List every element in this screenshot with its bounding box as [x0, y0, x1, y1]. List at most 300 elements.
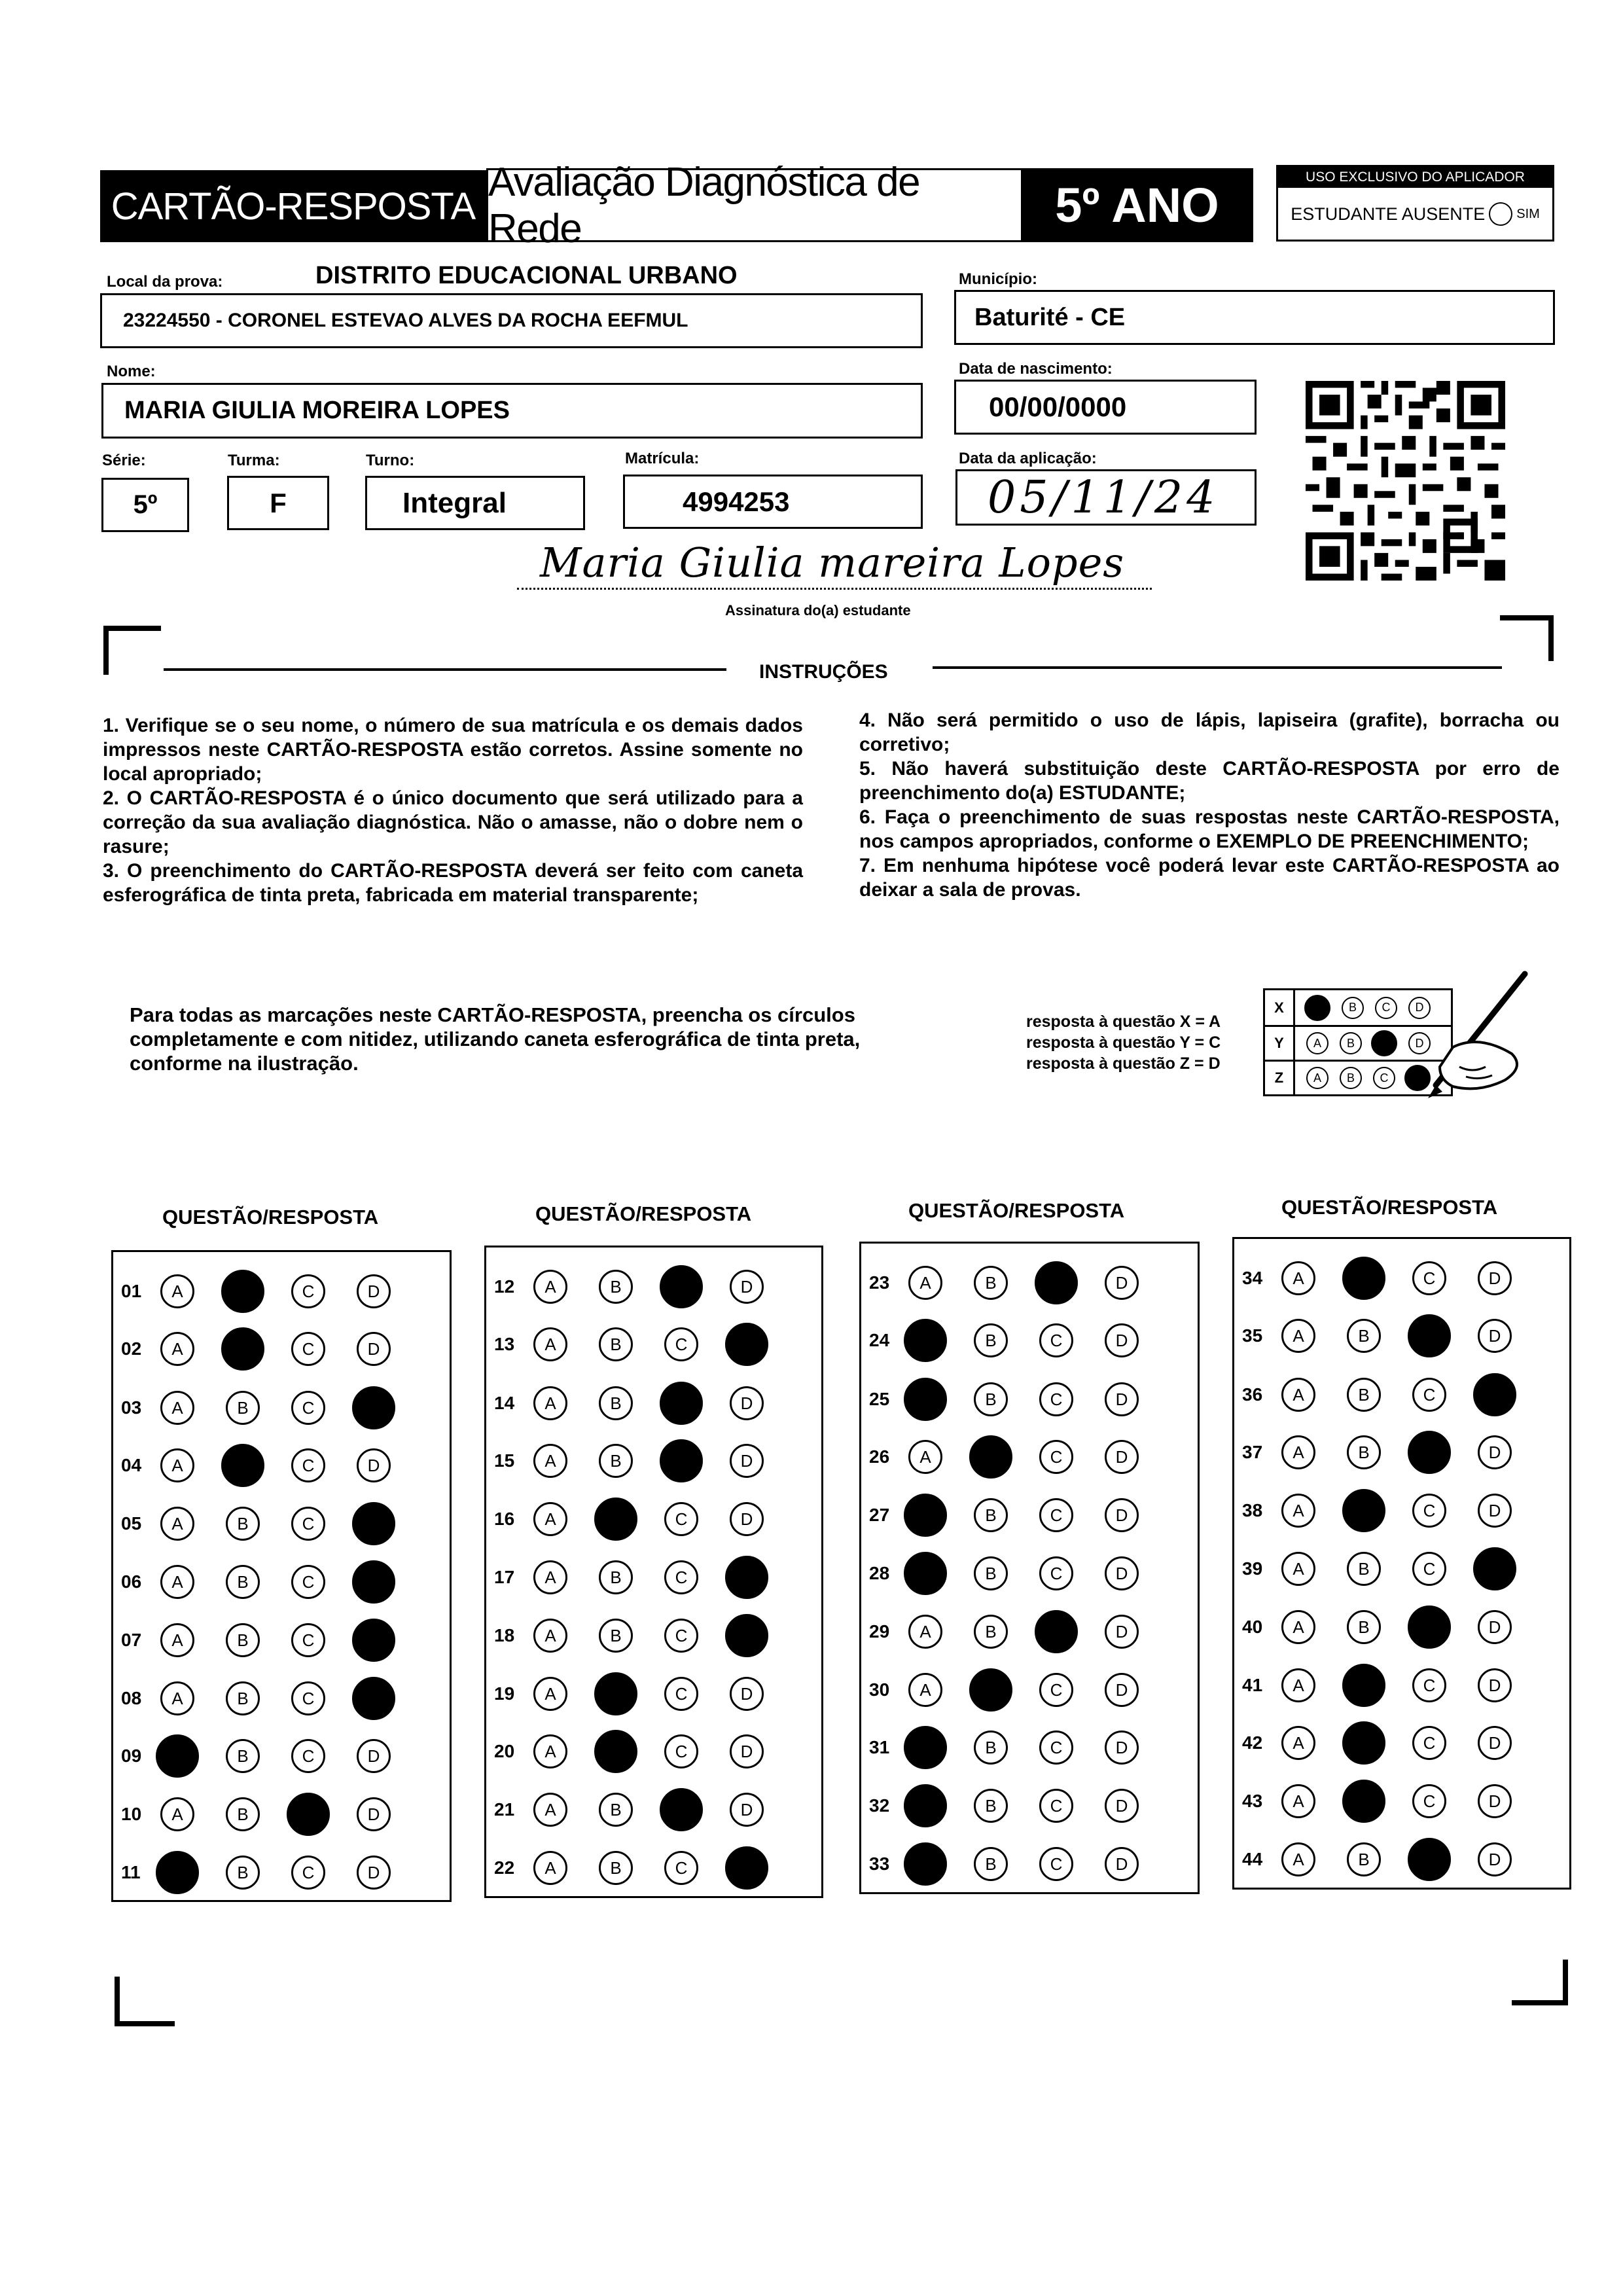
answer-bubble-b[interactable]: B [599, 1793, 633, 1827]
answer-bubble-d[interactable] [1473, 1373, 1516, 1416]
question-number: 18 [494, 1625, 515, 1645]
answer-bubble-b[interactable]: B [974, 1382, 1008, 1416]
answer-bubble-d[interactable] [352, 1619, 395, 1662]
answer-bubble-a[interactable]: A [1281, 1610, 1315, 1644]
answer-bubble-b[interactable]: B [226, 1623, 260, 1657]
answer-bubble-b[interactable]: B [226, 1681, 260, 1715]
example-bubble-a [1304, 995, 1330, 1021]
answer-bubble-a[interactable] [156, 1734, 199, 1778]
answer-bubble-d[interactable]: D [357, 1739, 391, 1773]
answer-bubble-b[interactable]: B [974, 1847, 1008, 1881]
answer-bubble-a[interactable]: A [908, 1266, 942, 1300]
answer-bubble-c[interactable]: C [291, 1274, 325, 1308]
answer-bubble-b[interactable]: B [226, 1391, 260, 1425]
answer-bubble-d[interactable]: D [1105, 1673, 1139, 1707]
answer-bubble-d[interactable]: D [730, 1386, 764, 1420]
answer-bubble-a[interactable]: A [908, 1440, 942, 1474]
example-bubble-d: D [1408, 1032, 1431, 1054]
question-number: 02 [121, 1338, 142, 1359]
answer-bubble-d[interactable]: D [730, 1502, 764, 1536]
example-bubble-c: C [1375, 997, 1397, 1019]
answer-bubble-c[interactable]: C [664, 1734, 698, 1768]
answer-bubble-b[interactable]: B [1347, 1435, 1381, 1469]
question-number: 23 [869, 1272, 890, 1293]
answer-bubble-d[interactable]: D [1105, 1556, 1139, 1590]
answer-bubble-a[interactable]: A [1281, 1261, 1315, 1295]
answer-bubble-b[interactable] [969, 1668, 1012, 1712]
answer-row [1234, 1313, 1543, 1359]
question-number: 08 [121, 1688, 142, 1708]
answer-bubble-c[interactable] [660, 1382, 703, 1425]
answer-row [113, 1676, 422, 1721]
answer-bubble-c[interactable] [1035, 1610, 1078, 1653]
grade-title: 5º ANO [1021, 168, 1253, 242]
answer-row [861, 1667, 1170, 1713]
aplicador-box [1276, 165, 1554, 242]
answer-bubble-b[interactable] [1342, 1780, 1385, 1823]
answer-bubble-b[interactable]: B [599, 1851, 633, 1885]
question-number: 15 [494, 1450, 515, 1471]
answer-bubble-c[interactable] [1408, 1314, 1451, 1357]
answer-bubble-d[interactable] [725, 1323, 768, 1366]
answer-bubble-d[interactable]: D [1105, 1323, 1139, 1357]
answer-bubble-c[interactable]: C [664, 1560, 698, 1594]
answer-bubble-c[interactable]: C [1412, 1378, 1446, 1412]
fill-note: Para todas as marcações neste CARTÃO-RESPOSTA, preencha os círculos completamente e com nitidez, utilizando caneta esferográfica de tinta preta, conforme na ilustração. [130, 1003, 861, 1075]
answer-row [486, 1554, 795, 1600]
municipio-field: Baturité - CE [954, 290, 1555, 345]
corner-top-left-h [103, 626, 161, 631]
question-number: 35 [1242, 1325, 1263, 1346]
answer-bubble-a[interactable]: A [160, 1448, 194, 1482]
answer-bubble-c[interactable] [287, 1793, 330, 1836]
nascimento-field: 00/00/0000 [954, 380, 1257, 435]
question-number: 30 [869, 1679, 890, 1700]
answer-bubble-d[interactable]: D [1105, 1847, 1139, 1881]
example-bubble-b: B [1342, 997, 1364, 1019]
instruction-2: 2. O CARTÃO-RESPOSTA é o único documento que será utilizado para a correção da sua avaliação diagnóstica. Não o amasse, não o dobre nem o rasure; [103, 787, 803, 857]
example-question-label: Z [1265, 1062, 1295, 1094]
card-title: CARTÃO-RESPOSTA [100, 170, 486, 242]
answer-bubble-c[interactable]: C [1039, 1556, 1073, 1590]
answer-bubble-d[interactable]: D [1478, 1784, 1512, 1818]
answer-bubble-d[interactable]: D [1105, 1789, 1139, 1823]
answer-bubble-c[interactable]: C [1039, 1789, 1073, 1823]
instruction-4: 4. Não será permitido o uso de lápis, lapiseira (grafite), borracha ou corretivo; [859, 709, 1560, 755]
answer-bubble-d[interactable] [352, 1502, 395, 1545]
answer-bubble-d[interactable] [352, 1677, 395, 1720]
instruction-5: 5. Não haverá substituição deste CARTÃO-RESPOSTA por erro de preenchimento do(a) ESTUDANTE; [859, 758, 1560, 804]
answer-row [1234, 1372, 1543, 1418]
answer-bubble-b[interactable]: B [226, 1739, 260, 1773]
question-number: 27 [869, 1505, 890, 1525]
answer-bubble-c[interactable]: C [664, 1677, 698, 1711]
answer-bubble-d[interactable]: D [1105, 1266, 1139, 1300]
answer-bubble-b[interactable] [594, 1730, 637, 1773]
question-number: 34 [1242, 1268, 1263, 1288]
instruction-6: 6. Faça o preenchimento de suas respostas neste CARTÃO-RESPOSTA, nos campos apropriados, conforme o EXEMPLO DE PREENCHIMENTO; [859, 806, 1560, 852]
answer-bubble-d[interactable]: D [1478, 1610, 1512, 1644]
answer-bubble-b[interactable]: B [1347, 1842, 1381, 1876]
answer-bubble-c[interactable]: C [291, 1332, 325, 1366]
municipio-label: Município: [959, 270, 1037, 288]
answer-bubble-a[interactable]: A [160, 1681, 194, 1715]
question-number: 11 [121, 1862, 141, 1882]
matricula-field: 4994253 [623, 475, 923, 529]
example-bubble-a: A [1306, 1032, 1329, 1054]
answer-bubble-a[interactable]: A [160, 1797, 194, 1831]
question-number: 14 [494, 1393, 515, 1413]
answer-bubble-c[interactable]: C [1412, 1494, 1446, 1528]
answer-bubble-b[interactable]: B [1347, 1552, 1381, 1586]
turma-field: F [227, 476, 329, 530]
answer-bubble-a[interactable]: A [533, 1502, 567, 1536]
question-number: 16 [494, 1509, 515, 1529]
answer-column-heading: QUESTÃO/RESPOSTA [1281, 1196, 1498, 1219]
answer-bubble-b[interactable]: B [226, 1797, 260, 1831]
answer-bubble-a[interactable] [904, 1842, 947, 1886]
answer-bubble-a[interactable]: A [1281, 1668, 1315, 1702]
answer-row [1234, 1546, 1543, 1592]
answer-bubble-a[interactable]: A [533, 1386, 567, 1420]
answer-bubble-d[interactable]: D [1478, 1726, 1512, 1760]
corner-top-left [103, 626, 109, 675]
answer-bubble-b[interactable] [221, 1444, 264, 1487]
pen-hand-illustration [1414, 969, 1531, 1106]
answer-row [861, 1260, 1170, 1306]
answer-bubble-c[interactable] [660, 1788, 703, 1831]
answer-bubble-d[interactable] [352, 1560, 395, 1604]
answer-bubble-b[interactable]: B [599, 1386, 633, 1420]
answer-bubble-a[interactable]: A [160, 1391, 194, 1425]
answer-bubble-d[interactable]: D [357, 1856, 391, 1890]
matricula-label: Matrícula: [625, 450, 700, 467]
answer-bubble-c[interactable]: C [291, 1739, 325, 1773]
question-number: 43 [1242, 1791, 1263, 1811]
answer-bubble-c[interactable] [1408, 1431, 1451, 1474]
answer-bubble-b[interactable]: B [599, 1270, 633, 1304]
answer-bubble-b[interactable]: B [226, 1565, 260, 1599]
example-question-label: X [1265, 990, 1295, 1025]
corner-bottom-left-h [115, 2021, 175, 2026]
answer-bubble-d[interactable]: D [730, 1270, 764, 1304]
question-number: 03 [121, 1397, 142, 1418]
answer-bubble-a[interactable]: A [533, 1560, 567, 1594]
example-legend [1026, 1011, 1221, 1074]
answer-bubble-d[interactable]: D [1478, 1494, 1512, 1528]
nome-label: Nome: [107, 363, 156, 380]
answer-bubble-a[interactable]: A [1281, 1784, 1315, 1818]
answer-bubble-c[interactable]: C [1412, 1552, 1446, 1586]
answer-bubble-b[interactable]: B [226, 1856, 260, 1890]
answer-bubble-c[interactable]: C [664, 1619, 698, 1653]
answer-bubble-c[interactable] [660, 1439, 703, 1482]
answer-row [486, 1787, 795, 1833]
answer-bubble-a[interactable] [156, 1851, 199, 1894]
answer-bubble-c[interactable]: C [1039, 1673, 1073, 1707]
answer-bubble-c[interactable]: C [291, 1448, 325, 1482]
answer-row [486, 1613, 795, 1659]
instr-line-right [933, 666, 1502, 669]
answer-bubble-c[interactable]: C [1412, 1784, 1446, 1818]
question-number: 10 [121, 1804, 142, 1824]
answer-bubble-c[interactable] [1408, 1838, 1451, 1881]
answer-bubble-d[interactable] [725, 1614, 768, 1657]
answer-column-heading: QUESTÃO/RESPOSTA [535, 1202, 752, 1225]
answer-bubble-a[interactable]: A [533, 1444, 567, 1478]
corner-bottom-right [1563, 1960, 1568, 2005]
answer-bubble-a[interactable] [904, 1552, 947, 1595]
answer-bubble-d[interactable]: D [730, 1793, 764, 1827]
answer-row [486, 1264, 795, 1310]
answer-bubble-d[interactable]: D [1478, 1435, 1512, 1469]
answer-bubble-a[interactable]: A [1281, 1552, 1315, 1586]
answer-bubble-c[interactable]: C [1039, 1731, 1073, 1765]
answer-bubble-c[interactable]: C [1039, 1382, 1073, 1416]
answer-bubble-a[interactable] [904, 1378, 947, 1421]
question-number: 24 [869, 1330, 890, 1350]
question-number: 39 [1242, 1558, 1263, 1579]
example-bubble-c [1371, 1030, 1397, 1056]
example-line-z: resposta à questão Z = D [1026, 1054, 1221, 1073]
answer-bubble-c[interactable] [1408, 1605, 1451, 1649]
answer-bubble-b[interactable] [1342, 1721, 1385, 1765]
answer-bubble-b[interactable]: B [599, 1327, 633, 1361]
answer-bubble-b[interactable] [969, 1435, 1012, 1479]
question-number: 04 [121, 1455, 142, 1475]
answer-bubble-b[interactable]: B [974, 1556, 1008, 1590]
question-number: 38 [1242, 1500, 1263, 1520]
instruction-3: 3. O preenchimento do CARTÃO-RESPOSTA deverá ser feito com caneta esferográfica de tinta preta, fabricada em material transparente; [103, 860, 803, 906]
answer-bubble-d[interactable]: D [1105, 1498, 1139, 1532]
answer-bubble-a[interactable]: A [908, 1673, 942, 1707]
answer-row [861, 1434, 1170, 1480]
answer-bubble-c[interactable]: C [1039, 1498, 1073, 1532]
answer-bubble-d[interactable]: D [357, 1797, 391, 1831]
answer-bubble-d[interactable]: D [357, 1274, 391, 1308]
answer-bubble-b[interactable]: B [599, 1444, 633, 1478]
answer-bubble-c[interactable] [1035, 1261, 1078, 1304]
exam-title: Avaliação Diagnóstica de Rede [486, 168, 1023, 242]
answer-column-heading: QUESTÃO/RESPOSTA [162, 1206, 379, 1229]
example-bubble-b: B [1340, 1032, 1362, 1054]
answer-bubble-d[interactable]: D [730, 1677, 764, 1711]
answer-bubble-c[interactable]: C [291, 1507, 325, 1541]
answer-bubble-a[interactable]: A [1281, 1319, 1315, 1353]
answer-bubble-a[interactable]: A [533, 1734, 567, 1768]
answer-row [861, 1492, 1170, 1538]
answer-bubble-a[interactable]: A [533, 1619, 567, 1653]
answer-bubble-b[interactable]: B [974, 1498, 1008, 1532]
answer-row [113, 1733, 422, 1779]
answer-bubble-d[interactable]: D [1478, 1842, 1512, 1876]
answer-bubble-b[interactable]: B [1347, 1378, 1381, 1412]
question-number: 05 [121, 1513, 142, 1534]
local-value: DISTRITO EDUCACIONAL URBANO [315, 262, 738, 289]
answer-bubble-a[interactable]: A [533, 1793, 567, 1827]
answer-bubble-c[interactable]: C [1412, 1668, 1446, 1702]
answer-row [1234, 1837, 1543, 1882]
answer-bubble-b[interactable]: B [1347, 1319, 1381, 1353]
instruction-7: 7. Em nenhuma hipótese você poderá levar este CARTÃO-RESPOSTA ao deixar a sala de provas. [859, 855, 1560, 901]
ausente-label: ESTUDANTE AUSENTE [1291, 204, 1486, 224]
answer-bubble-a[interactable]: A [1281, 1435, 1315, 1469]
answer-bubble-c[interactable]: C [1039, 1323, 1073, 1357]
answer-bubble-a[interactable] [904, 1319, 947, 1362]
answer-column-1 [111, 1250, 452, 1902]
ausente-bubble[interactable] [1489, 202, 1512, 226]
answer-bubble-d[interactable]: D [1478, 1668, 1512, 1702]
answer-bubble-d[interactable]: D [357, 1448, 391, 1482]
example-bubble-d: D [1408, 997, 1431, 1019]
answer-bubble-b[interactable]: B [974, 1323, 1008, 1357]
answer-bubble-b[interactable] [1342, 1489, 1385, 1532]
answer-bubble-a[interactable]: A [1281, 1726, 1315, 1760]
corner-top-right [1548, 615, 1554, 661]
answer-row [861, 1725, 1170, 1770]
question-number: 28 [869, 1563, 890, 1583]
answer-bubble-c[interactable]: C [664, 1502, 698, 1536]
answer-bubble-d[interactable]: D [357, 1332, 391, 1366]
question-number: 37 [1242, 1442, 1263, 1462]
instr-line-left [164, 668, 726, 671]
local-label: Local da prova: [107, 273, 223, 291]
answer-row [113, 1326, 422, 1372]
answer-bubble-c[interactable]: C [291, 1623, 325, 1657]
answer-bubble-b[interactable] [221, 1270, 264, 1313]
instructions-title: INSTRUÇÕES [759, 661, 888, 683]
answer-bubble-d[interactable]: D [1105, 1731, 1139, 1765]
question-number: 41 [1242, 1675, 1263, 1695]
answer-bubble-c[interactable]: C [1039, 1847, 1073, 1881]
answer-bubble-d[interactable] [1473, 1547, 1516, 1590]
answer-row [113, 1559, 422, 1605]
question-number: 06 [121, 1571, 142, 1592]
example-bubble-c: C [1373, 1067, 1395, 1089]
answer-bubble-c[interactable]: C [291, 1856, 325, 1890]
answer-row [486, 1321, 795, 1367]
answer-bubble-a[interactable]: A [160, 1274, 194, 1308]
answer-bubble-a[interactable] [904, 1784, 947, 1827]
instruction-1: 1. Verifique se o seu nome, o número de sua matrícula e os demais dados impressos neste CARTÃO-RESPOSTA estão corretos. Assine somente no local apropriado; [103, 715, 803, 785]
answer-bubble-b[interactable]: B [974, 1266, 1008, 1300]
answer-bubble-d[interactable]: D [730, 1444, 764, 1478]
answer-bubble-d[interactable]: D [730, 1734, 764, 1768]
corner-bottom-left [115, 1977, 120, 2026]
answer-bubble-a[interactable]: A [533, 1270, 567, 1304]
answer-row [1234, 1604, 1543, 1650]
answer-bubble-b[interactable] [1342, 1257, 1385, 1300]
turno-field: Integral [365, 476, 585, 530]
answer-row [1234, 1488, 1543, 1534]
aplicacao-field: 05/11/24 [955, 469, 1257, 526]
signature-line [517, 588, 1152, 590]
answer-bubble-c[interactable]: C [1412, 1261, 1446, 1295]
answer-bubble-c[interactable]: C [1412, 1726, 1446, 1760]
question-number: 01 [121, 1281, 142, 1301]
question-number: 40 [1242, 1617, 1263, 1637]
answer-bubble-b[interactable]: B [599, 1560, 633, 1594]
example-line-y: resposta à questão Y = C [1026, 1033, 1221, 1052]
answer-bubble-b[interactable] [594, 1498, 637, 1541]
answer-bubble-d[interactable]: D [1105, 1382, 1139, 1416]
question-number: 19 [494, 1683, 515, 1704]
turma-label: Turma: [228, 452, 280, 469]
answer-bubble-b[interactable]: B [974, 1731, 1008, 1765]
answer-bubble-d[interactable]: D [1478, 1319, 1512, 1353]
answer-bubble-b[interactable]: B [1347, 1610, 1381, 1644]
instructions-col-1 [103, 713, 803, 907]
answer-bubble-c[interactable]: C [291, 1391, 325, 1425]
question-number: 09 [121, 1746, 142, 1766]
question-number: 22 [494, 1857, 515, 1878]
answer-bubble-b[interactable] [594, 1672, 637, 1715]
question-number: 25 [869, 1389, 890, 1409]
answer-bubble-d[interactable] [352, 1386, 395, 1429]
question-number: 44 [1242, 1849, 1263, 1869]
answer-column-heading: QUESTÃO/RESPOSTA [908, 1199, 1125, 1222]
answer-bubble-d[interactable]: D [1105, 1440, 1139, 1474]
answer-bubble-a[interactable]: A [160, 1565, 194, 1599]
answer-bubble-b[interactable]: B [974, 1789, 1008, 1823]
corner-top-right-h [1500, 615, 1554, 620]
answer-bubble-d[interactable] [725, 1846, 768, 1890]
example-bubble-a: A [1306, 1067, 1329, 1089]
answer-bubble-a[interactable] [904, 1494, 947, 1537]
answer-bubble-a[interactable]: A [160, 1623, 194, 1657]
answer-bubble-c[interactable]: C [664, 1327, 698, 1361]
answer-bubble-a[interactable]: A [160, 1332, 194, 1366]
answer-row [486, 1438, 795, 1484]
answer-bubble-a[interactable]: A [908, 1615, 942, 1649]
answer-row [486, 1380, 795, 1426]
answer-bubble-d[interactable]: D [1478, 1261, 1512, 1295]
answer-bubble-c[interactable]: C [1039, 1440, 1073, 1474]
answer-row [1234, 1662, 1543, 1708]
answer-bubble-c[interactable] [660, 1265, 703, 1308]
question-number: 13 [494, 1334, 515, 1354]
question-number: 12 [494, 1276, 515, 1297]
answer-bubble-c[interactable]: C [291, 1681, 325, 1715]
answer-bubble-b[interactable] [1342, 1664, 1385, 1707]
answer-bubble-a[interactable]: A [160, 1507, 194, 1541]
answer-bubble-c[interactable]: C [291, 1565, 325, 1599]
answer-bubble-d[interactable] [725, 1556, 768, 1599]
answer-bubble-a[interactable]: A [1281, 1842, 1315, 1876]
answer-bubble-a[interactable]: A [533, 1677, 567, 1711]
instructions-col-2 [859, 708, 1560, 902]
answer-bubble-a[interactable]: A [533, 1327, 567, 1361]
question-number: 21 [494, 1799, 515, 1820]
answer-bubble-a[interactable]: A [1281, 1378, 1315, 1412]
answer-bubble-b[interactable] [221, 1327, 264, 1371]
nascimento-label: Data de nascimento: [959, 360, 1113, 378]
answer-bubble-a[interactable]: A [533, 1851, 567, 1885]
answer-bubble-b[interactable]: B [599, 1619, 633, 1653]
answer-column-4 [1232, 1237, 1571, 1890]
answer-row [486, 1729, 795, 1774]
answer-bubble-a[interactable] [904, 1726, 947, 1769]
answer-bubble-d[interactable]: D [1105, 1615, 1139, 1649]
question-number: 26 [869, 1446, 890, 1467]
answer-row [861, 1318, 1170, 1363]
answer-bubble-b[interactable]: B [974, 1615, 1008, 1649]
answer-bubble-c[interactable]: C [664, 1851, 698, 1885]
answer-bubble-b[interactable]: B [226, 1507, 260, 1541]
answer-bubble-a[interactable]: A [1281, 1494, 1315, 1528]
answer-row [113, 1443, 422, 1488]
question-number: 31 [869, 1737, 890, 1757]
